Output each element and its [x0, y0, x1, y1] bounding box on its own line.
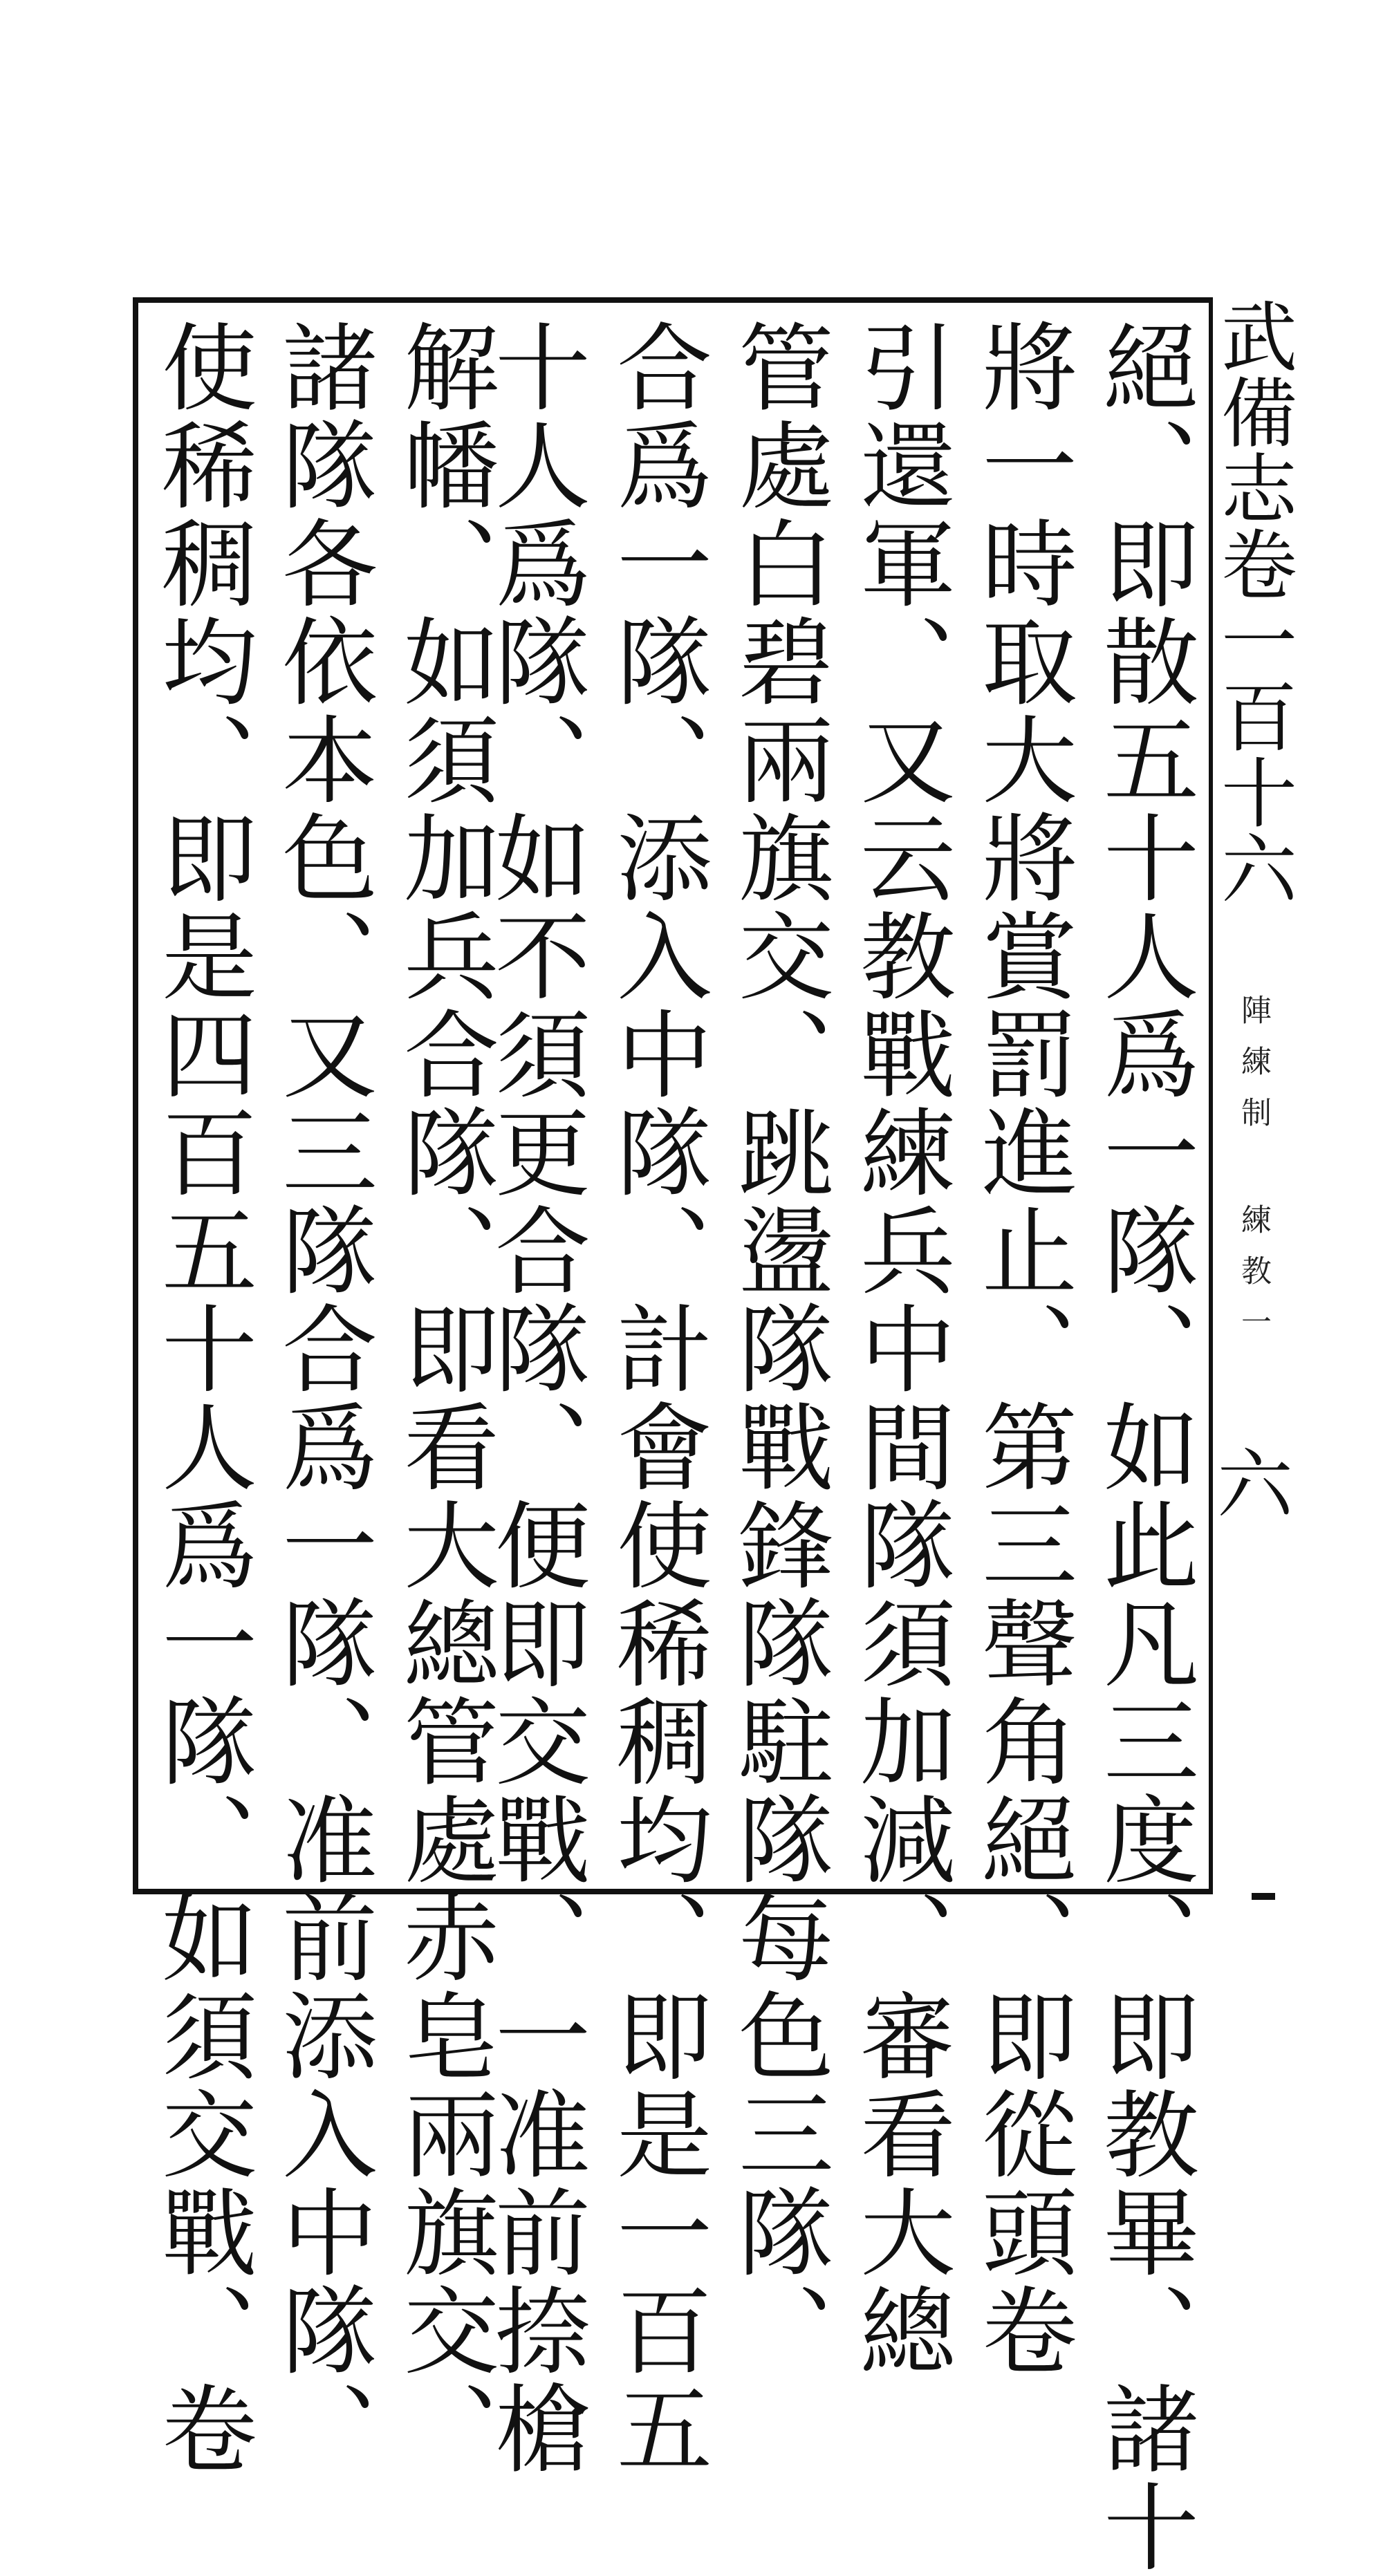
text-column-6: 十人爲隊、如不須更合隊、便即交戰、一准前捺槍 — [479, 318, 591, 2478]
running-header — [1209, 297, 1297, 1901]
text-column-9: 使稀稠均、即是四百五十人爲一隊、如須交戰、卷 — [146, 318, 257, 2478]
text-column-8: 諸隊各依本色、又三隊合爲一隊、准前添入中隊、 — [266, 318, 378, 2478]
book-title: 武備志卷一百十六 — [1209, 297, 1297, 906]
text-column-2: 將一時取大將賞罰進止、第三聲角絕、即從頭卷 — [966, 318, 1077, 2380]
text-column-1: 絕、即散五十人爲一隊、如此凡三度、即教畢、諸十 — [1088, 318, 1199, 2576]
section-title: 陣練制 練教一 — [1236, 994, 1271, 1357]
page-number: 六 — [1217, 1441, 1293, 1529]
text-column-4: 管處白碧兩旗交、跳盪隊戰鋒隊駐隊每色三隊、 — [723, 318, 834, 2380]
text-column-7: 解幡、如須加兵合隊、即看大總管處赤皂兩旗交、 — [388, 318, 499, 2478]
text-column-3: 引還軍、又云教戰練兵中間隊須加減、審看大總 — [844, 318, 956, 2380]
text-column-5: 合爲一隊、添入中隊、計會使稀稠均、即是一百五 — [601, 318, 712, 2478]
